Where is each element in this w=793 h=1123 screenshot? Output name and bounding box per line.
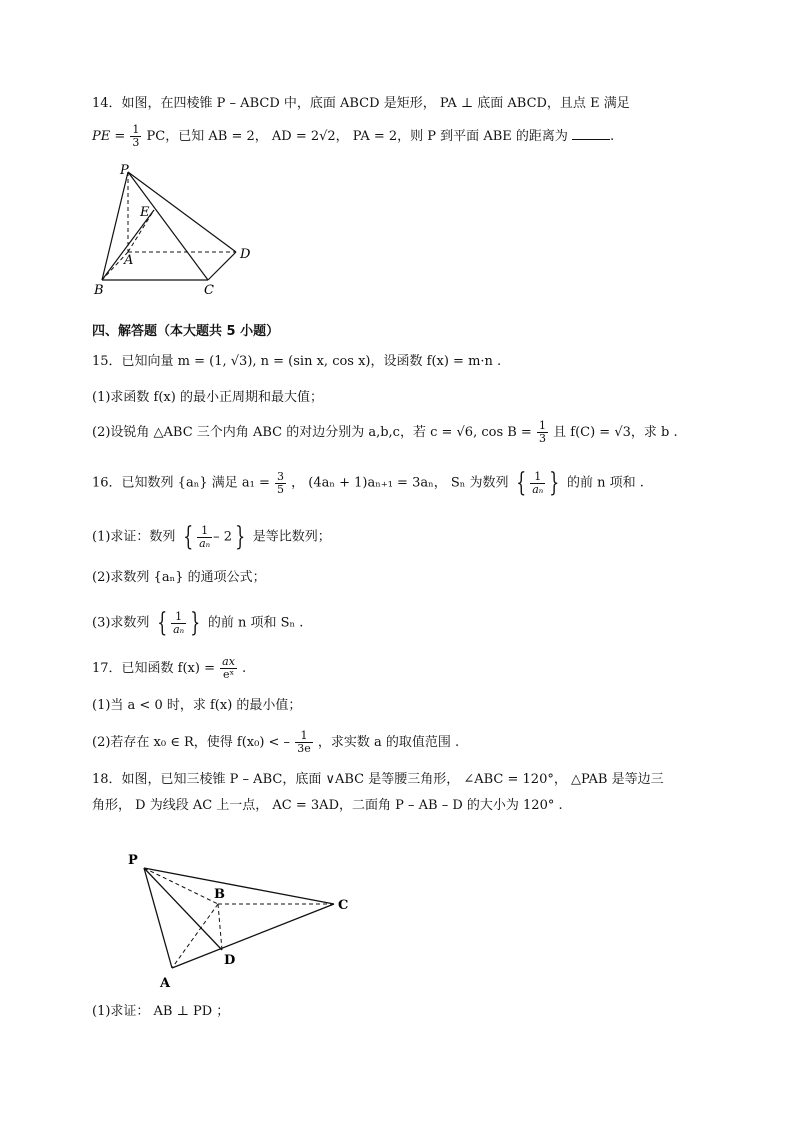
- q16-p3-den: aₙ: [173, 622, 185, 636]
- q16-p1-fraction: [197, 525, 212, 550]
- label-C: C: [204, 283, 214, 298]
- q18-part1: (1)求证： AB ⊥ PD ；: [92, 1004, 230, 1019]
- right-brace: }: [190, 608, 201, 638]
- q16-a1-num: 3: [276, 469, 284, 483]
- q16-c: 的前 n 项和 .: [566, 475, 644, 491]
- q14-line2: [92, 124, 614, 149]
- q15-part2-b: 且 f(C) = √3，求 b .: [553, 425, 678, 440]
- q16-seq-num: 1: [530, 471, 545, 484]
- edge-PB-hidden: [144, 868, 218, 904]
- q16-p1-c: 是等比数列；: [252, 529, 331, 545]
- q16-p3-a: (3)求数列: [92, 615, 150, 631]
- q16-seq-den: aₙ: [532, 482, 544, 496]
- q17-a: 17．已知函数 f(x) =: [92, 661, 215, 676]
- label-P: P: [120, 163, 129, 178]
- right-brace: }: [235, 522, 246, 552]
- q15-part1: (1)求函数 f(x) 的最小正周期和最大值；: [92, 390, 323, 405]
- section-heading: 四、解答题（本大题共 5 小题）: [92, 324, 280, 339]
- edge-CD: [208, 252, 236, 280]
- q16-p3-num: 1: [171, 611, 186, 624]
- q16-a1-fraction: [275, 471, 286, 496]
- q16-p3-b: 的前 n 项和 Sₙ .: [207, 615, 304, 631]
- q17-b: .: [242, 661, 247, 676]
- left-brace: {: [515, 468, 526, 498]
- q18-line2: 角形， D 为线段 AC 上一点， AC = 3AD，二面角 P – AB – D 的大小为 120° .: [92, 798, 563, 813]
- q14-frac-num: 1: [132, 123, 140, 136]
- label-C: C: [338, 898, 349, 913]
- label-B: B: [94, 283, 104, 298]
- q17-den: eˣ: [222, 668, 235, 681]
- q16-p1-a: (1)求证：数列: [92, 529, 176, 545]
- q15-frac-den: 3: [538, 432, 546, 445]
- edge-BD-hidden: [218, 904, 222, 950]
- label-D: D: [224, 953, 236, 968]
- edge-PC: [128, 172, 208, 280]
- q14-frac-den: 3: [132, 136, 140, 149]
- q16-p3-fraction: [171, 611, 186, 636]
- label-A: A: [124, 253, 134, 268]
- q14-pyramid-figure: [88, 160, 258, 300]
- q15-part2-a: (2)设锐角 △ABC 三个内角 ABC 的对边分别为 a,b,c，若 c = √6, cos B =: [92, 425, 532, 440]
- label-E: E: [140, 205, 150, 220]
- q16-part3: [92, 610, 303, 636]
- q17-part1: (1)当 a < 0 时，求 f(x) 的最小值；: [92, 698, 302, 713]
- q14-answer-blank[interactable]: [572, 127, 610, 140]
- q16-seq-fraction: [530, 471, 545, 496]
- q16-a: 16．已知数列 {aₙ} 满足 a₁ =: [92, 475, 270, 491]
- q16-p1-b: – 2: [213, 529, 233, 545]
- q17-num: ax: [222, 655, 235, 668]
- q18-line1: 18．如图，已知三棱锥 P – ABC，底面 ∨ABC 是等腰三角形， ∠ABC = 120°， △PAB 是等边三: [92, 772, 664, 787]
- q16-a1-den: 5: [276, 482, 284, 496]
- left-brace: {: [156, 608, 167, 638]
- q15-frac-num: 1: [538, 419, 546, 432]
- q17-fraction: [220, 656, 237, 681]
- q14-pe-rhs: PC，已知 AB = 2， AD = 2√2， PA = 2，则 P 到平面 ABE 的距离为: [146, 129, 568, 144]
- left-brace: {: [182, 522, 193, 552]
- q15-line1: 15．已知向量 m = (1, √3), n = (sin x, cos x)，设函数 f(x) = m·n .: [92, 354, 502, 369]
- q17-p2-den: 3e: [297, 742, 311, 755]
- q14-line1: 14．如图，在四棱锥 P – ABCD 中，底面 ABCD 是矩形， PA ⊥ 底面 ABCD，且点 E 满足: [92, 96, 630, 111]
- q14-end: .: [610, 129, 615, 144]
- label-D: D: [240, 247, 251, 262]
- q16-part1: [92, 524, 331, 550]
- q15-fraction: [537, 420, 548, 445]
- q16-line1: [92, 470, 644, 496]
- q16-p1-den: aₙ: [199, 536, 211, 550]
- q15-part2: [92, 420, 678, 445]
- edge-AC: [172, 904, 334, 968]
- q14-fraction: [130, 124, 141, 149]
- label-A: A: [160, 976, 171, 991]
- q14-pe-lhs: PE =: [92, 129, 126, 144]
- q17-line1: [92, 656, 246, 681]
- q17-part2: [92, 730, 459, 755]
- q17-p2-b: ，求实数 a 的取值范围 .: [317, 735, 460, 750]
- q16-part2: (2)求数列 {aₙ} 的通项公式；: [92, 570, 266, 585]
- label-P: P: [128, 853, 138, 868]
- q16-b: ， (4aₙ + 1)aₙ₊₁ = 3aₙ， Sₙ 为数列: [291, 475, 509, 491]
- right-brace: }: [549, 468, 560, 498]
- q18-pyramid-figure: [122, 846, 362, 991]
- q17-p2-fraction: [295, 730, 313, 755]
- label-B: B: [214, 887, 225, 902]
- q17-p2-a: (2)若存在 x₀ ∈ R，使得 f(x₀) < –: [92, 735, 291, 750]
- q17-p2-num: 1: [295, 730, 313, 743]
- q16-p1-num: 1: [197, 525, 212, 538]
